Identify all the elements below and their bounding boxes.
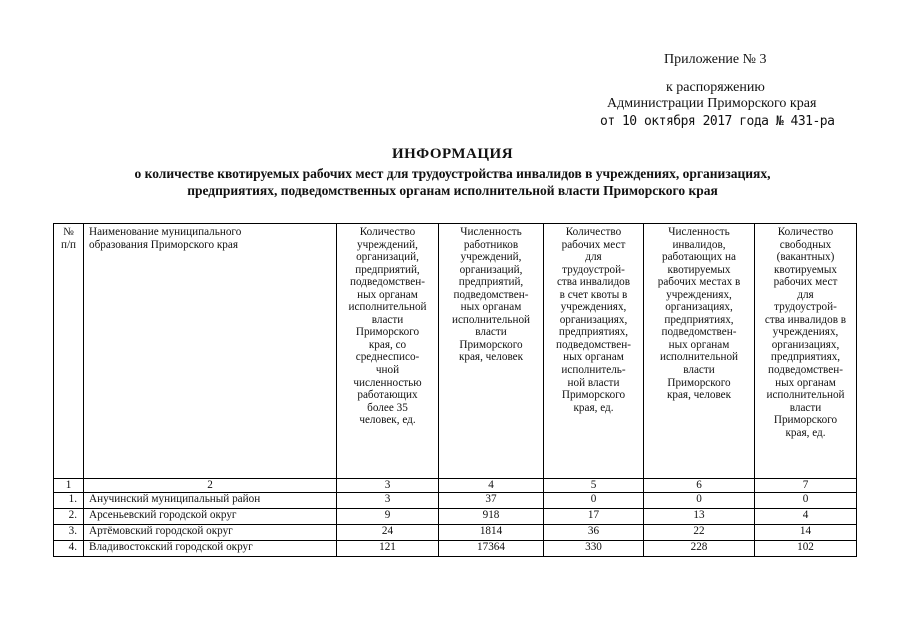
column-number: 1 — [54, 479, 84, 493]
row-number: 4. — [54, 540, 84, 556]
municipality-name: Анучинский муниципальный район — [84, 492, 337, 508]
institution-count: 24 — [337, 524, 439, 540]
document-subtitle-line-2: предприятиях, подведомственных органам исполнительной власти Приморского края — [187, 183, 718, 198]
employed-disabled: 22 — [644, 524, 755, 540]
municipality-name: Арсеньевский городской округ — [84, 508, 337, 524]
table-row — [54, 492, 857, 508]
employed-disabled: 0 — [644, 492, 755, 508]
vacant-quota-jobs: 14 — [755, 524, 857, 540]
employee-count: 37 — [439, 492, 544, 508]
document-title: ИНФОРМАЦИЯ — [391, 146, 514, 162]
column-number: 3 — [337, 479, 439, 493]
column-number-row — [54, 479, 857, 493]
institution-count: 121 — [337, 540, 439, 556]
header-municipality: Наименование муниципального образования Приморского края — [84, 224, 337, 479]
appendix-order-date: от 10 октября 2017 года № 431-ра — [600, 114, 835, 129]
header-employed-disabled: Численность инвалидов, работающих на квотируемых рабочих местах в учреждениях, организациях, предприятиях, подведомствен- ных органам исполнительной власти Приморского края, человек — [644, 224, 755, 479]
header-vacant-quota-jobs: Количество свободных (вакантных) квотируемых рабочих мест для трудоустрой- ства инвалидов в учреждениях, организациях, предприятиях, подведомствен- ных органам исполнительной власти Приморского края, ед. — [755, 224, 857, 479]
table-row — [54, 524, 857, 540]
table-row — [54, 508, 857, 524]
employee-count: 17364 — [439, 540, 544, 556]
quota-jobs: 330 — [544, 540, 644, 556]
row-number: 1. — [54, 492, 84, 508]
appendix-title: Приложение № 3 — [664, 52, 767, 67]
institution-count: 3 — [337, 492, 439, 508]
header-row-number: № п/п — [54, 224, 84, 479]
vacant-quota-jobs: 0 — [755, 492, 857, 508]
employee-count: 918 — [439, 508, 544, 524]
institution-count: 9 — [337, 508, 439, 524]
row-number: 3. — [54, 524, 84, 540]
header-employee-count: Численность работников учреждений, организаций, предприятий, подведомствен- ных органам исполнительной власти Приморского края, человек — [439, 224, 544, 479]
row-number: 2. — [54, 508, 84, 524]
table-header-row — [54, 224, 857, 479]
column-number: 7 — [755, 479, 857, 493]
quota-jobs: 17 — [544, 508, 644, 524]
municipality-name: Артёмовский городской округ — [84, 524, 337, 540]
column-number: 2 — [84, 479, 337, 493]
appendix-administration: Администрации Приморского края — [607, 96, 817, 111]
employed-disabled: 13 — [644, 508, 755, 524]
employee-count: 1814 — [439, 524, 544, 540]
vacant-quota-jobs: 102 — [755, 540, 857, 556]
appendix-order-reference: к распоряжению — [666, 80, 765, 95]
table-row — [54, 540, 857, 556]
quota-jobs-table — [53, 223, 857, 557]
header-quota-jobs: Количество рабочих мест для трудоустрой- ства инвалидов в счет квоты в учреждениях, организациях, предприятиях, подведомствен- ных органам исполнитель- ной власти Приморского края, ед. — [544, 224, 644, 479]
column-number: 4 — [439, 479, 544, 493]
quota-jobs: 0 — [544, 492, 644, 508]
column-number: 6 — [644, 479, 755, 493]
vacant-quota-jobs: 4 — [755, 508, 857, 524]
employed-disabled: 228 — [644, 540, 755, 556]
quota-jobs: 36 — [544, 524, 644, 540]
header-institution-count: Количество учреждений, организаций, предприятий, подведомствен- ных органам исполнительной власти Приморского края, со среднесписо- чной численностью работающих более 35 человек, ед. — [337, 224, 439, 479]
document-subtitle-line-1: о количестве квотируемых рабочих мест для трудоустройства инвалидов в учреждениях, организациях, — [134, 166, 771, 181]
column-number: 5 — [544, 479, 644, 493]
municipality-name: Владивостокский городской округ — [84, 540, 337, 556]
